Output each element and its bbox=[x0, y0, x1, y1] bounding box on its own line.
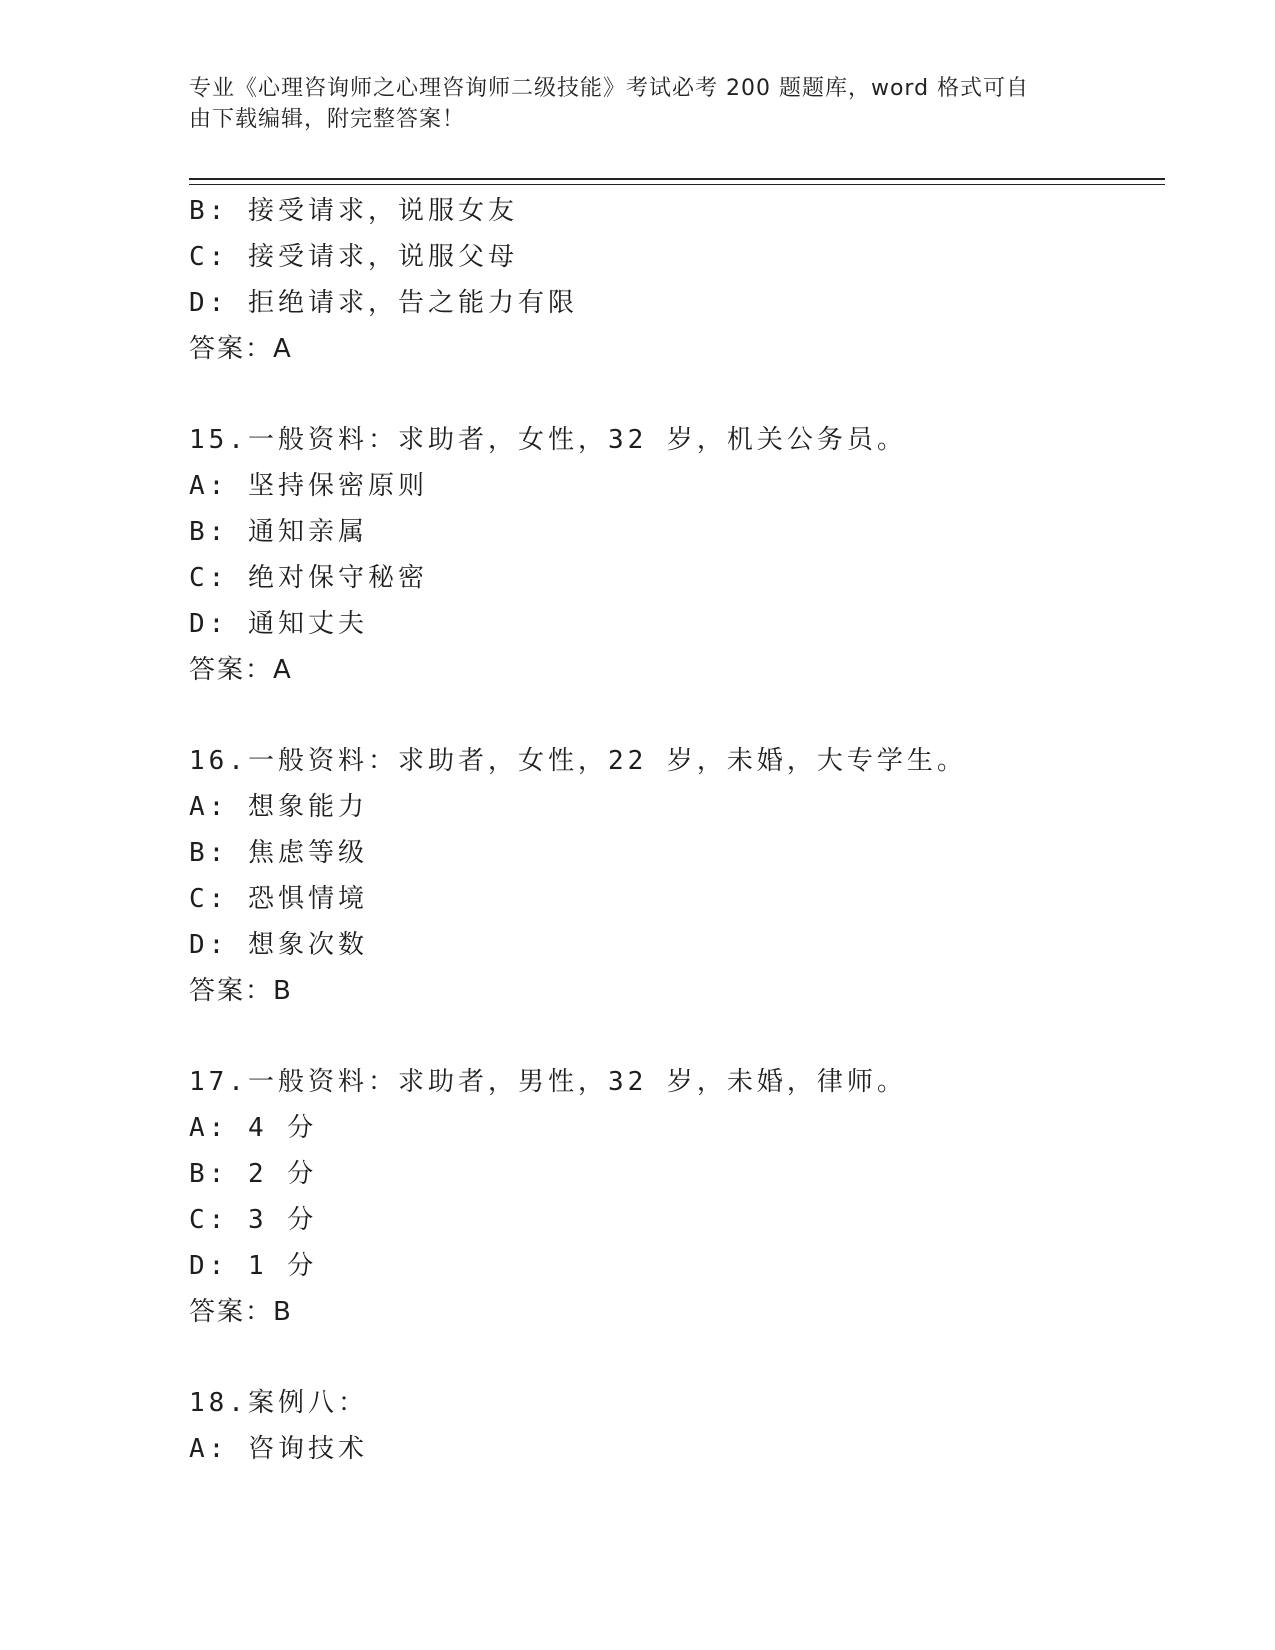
header-divider-thin bbox=[189, 184, 1165, 185]
option-a: A: 咨询技术 bbox=[189, 1434, 368, 1464]
question-18 bbox=[189, 1380, 1139, 1472]
option-b: B: 焦虑等级 bbox=[189, 838, 368, 868]
answer-line: 答案：B bbox=[189, 1297, 293, 1327]
option-b: B: 通知亲属 bbox=[189, 517, 368, 547]
question-16 bbox=[189, 738, 1139, 1014]
option-c: C: 恐惧情境 bbox=[189, 884, 368, 914]
question-stem: 15.一般资料：求助者，女性，32 岁，机关公务员。 bbox=[189, 425, 907, 455]
question-spacer bbox=[189, 372, 1139, 417]
option-c: C: 绝对保守秘密 bbox=[189, 563, 428, 593]
question-spacer bbox=[189, 1335, 1139, 1380]
answer-line: 答案：A bbox=[189, 334, 293, 364]
option-d: D: 通知丈夫 bbox=[189, 609, 368, 639]
question-spacer bbox=[189, 693, 1139, 738]
option-b: B: 2 分 bbox=[189, 1159, 318, 1189]
option-a: A: 4 分 bbox=[189, 1113, 318, 1143]
question-spacer bbox=[189, 1014, 1139, 1059]
question-stem: 17.一般资料：求助者，男性，32 岁，未婚，律师。 bbox=[189, 1067, 907, 1097]
option-d: D: 1 分 bbox=[189, 1251, 318, 1281]
question-15 bbox=[189, 417, 1139, 693]
document-header bbox=[189, 73, 1079, 135]
option-a: A: 坚持保密原则 bbox=[189, 471, 428, 501]
answer-line: 答案：A bbox=[189, 655, 293, 685]
answer-line: 答案：B bbox=[189, 976, 293, 1006]
question-14-continued bbox=[189, 188, 1139, 372]
option-c: C: 3 分 bbox=[189, 1205, 318, 1235]
option-b: B: 接受请求，说服女友 bbox=[189, 196, 518, 226]
option-c: C: 接受请求，说服父母 bbox=[189, 242, 518, 272]
question-stem: 18.案例八： bbox=[189, 1388, 368, 1418]
option-d: D: 拒绝请求，告之能力有限 bbox=[189, 288, 578, 318]
question-17 bbox=[189, 1059, 1139, 1335]
option-a: A: 想象能力 bbox=[189, 792, 368, 822]
question-list bbox=[189, 188, 1139, 1472]
header-divider-thick bbox=[189, 178, 1165, 180]
question-stem: 16.一般资料：求助者，女性，22 岁，未婚，大专学生。 bbox=[189, 746, 967, 776]
option-d: D: 想象次数 bbox=[189, 930, 368, 960]
header-line-2: 由下载编辑，附完整答案！ bbox=[189, 107, 466, 132]
header-line-1: 专业《心理咨询师之心理咨询师二级技能》考试必考 200 题题库，word 格式可自 bbox=[189, 76, 1030, 101]
